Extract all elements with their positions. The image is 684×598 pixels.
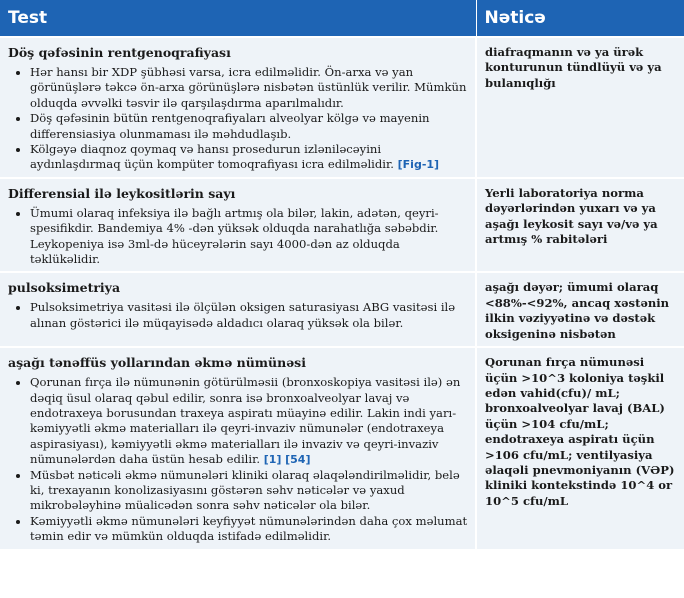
reference-link[interactable]: [54] (285, 453, 311, 467)
result-cell (476, 347, 684, 548)
header-test: Test (0, 0, 476, 37)
bullet-item: • Ümumi olaraq infeksiya ilə bağlı artmış ola bilər, lakin, adətən, qeyri-spesifikdir. Bandemiya 4% -dən yüksək olduqda narahatlığa səbəbdir. Leykopeniya isə 3ml-də hüceyrələrin sayı 4000-dən az olduqda təklükəlidir. (30, 206, 469, 268)
test-name: pulsoksimetriya (8, 280, 121, 296)
bullet-list (8, 300, 469, 331)
result-cell (476, 178, 684, 273)
bullet-item: • Döş qəfəsinin bütün rentgenoqrafiyaları alveolyar kölgə və mayenin differensiasiya olunmaması ilə məhdudlaşıb. (30, 111, 469, 142)
test-cell (0, 347, 476, 548)
bullet-text: Qorunan fırça ilə nümunənin götürülməsii (bronxoskopiya vasitəsi ilə) ən dəqiq üsul olaraq qəbul edilir, sonra isə bronxoalveolyar lavaj və endotraxeya borusundan traxeya aspiratı müayinə edilir. Lakin indi yarı-kəmiyyətli əkmə materialları ilə qeyri-invaziv nümunələr (endotraxeya aspirasiyası), kəmiyyətli əkmə materialları ilə invaziv və qeyri-invaziv nümunələrdən daha üstün hesab edilir. (30, 375, 461, 467)
test-cell (0, 178, 476, 273)
bullet-item: • Pulsoksimetriya vasitəsi ilə ölçülən oksigen saturasiyası ABG vasitəsi ilə alınan göstərici ilə müqayisədə aldadıcı olaraq yüksək ola bilər. (30, 300, 469, 331)
bullet-list (8, 65, 469, 173)
test-cell (0, 272, 476, 347)
test-cell (0, 37, 476, 178)
result-text: aşağı dəyər; ümumi olaraq <88%-<92%, ancaq xəstənin ilkin vəziyyətinə və dəstək oksigeninə nisbətən (485, 280, 670, 341)
result-text: diafraqmanın və ya ürək konturunun tündlüyü və ya bulanıqlığı (485, 45, 662, 90)
table-row (0, 37, 684, 178)
table-row (0, 347, 684, 548)
bullet-text: Kölgəyə diaqnoz qoymaq və hansı prosedurun izləniləcəyini aydınlaşdırmaq üçün kompüter tomoqrafiyası icra edilməlidir. (30, 142, 394, 172)
result-cell (476, 37, 684, 178)
bullet-list (8, 375, 469, 544)
result-cell (476, 272, 684, 347)
table-row (0, 272, 684, 347)
test-name: Differensial ilə leykositlərin sayı (8, 185, 236, 201)
reference-link[interactable]: [Fig-1] (397, 158, 440, 172)
result-text: Yerli laboratoriya norma dəyərlərindən yuxarı və ya aşağı leykosit sayı və/və ya artmış % rabitələri (485, 185, 658, 247)
header-row (0, 0, 684, 37)
bullet-item (30, 375, 469, 467)
result-text: Qorunan fırça nümunəsi üçün >10^3 koloniya təşkil edən vahid(cfu)/ mL; bronxoalveolyar lavaj (BAL) üçün >104 cfu/mL; endotraxeya aspiratı üçün >106 cfu/mL; ventilyasiya əlaqəli pnevmoniyanın (VƏP) kliniki kontekstində 10^4 or 10^5 cfu/mL (485, 355, 675, 508)
reference-link[interactable]: [1] (263, 453, 282, 467)
bullet-item (30, 142, 469, 173)
bullet-item: • Hər hansı bir XDP şübhəsi varsa, icra edilməlidir. Ön-arxa və yan görünüşlərə təkcə ön-arxa görünüşlərə nisbətən üstünlük verilir. Mümkün olduqda əvvəlki təsvir ilə qarşılaşdırma aparılmalıdır. (30, 65, 469, 111)
bullet-list (8, 206, 469, 268)
test-name: Döş qəfəsinin rentgenoqrafiyası (8, 45, 231, 60)
bullet-item: • Kəmiyyətli əkmə nümunələri keyfiyyət nümunələrindən daha çox məlumat təmin edir və mümkün olduqda istifadə edilməlidir. (30, 514, 469, 545)
header-result: Nəticə (476, 0, 684, 37)
table-row (0, 178, 684, 273)
bullet-item: • Müsbət nəticəli əkmə nümunələri kliniki olaraq əlaqələndirilməlidir, belə ki, trexayanın konolizasiyasını göstərən səhv nəticələr və yaxud mikrobələyhinə müalicədən sonra səhv nəticələr ola bilər. (30, 468, 469, 514)
test-name: aşağı tənəffüs yollarından əkmə nümünəsi (8, 355, 306, 371)
